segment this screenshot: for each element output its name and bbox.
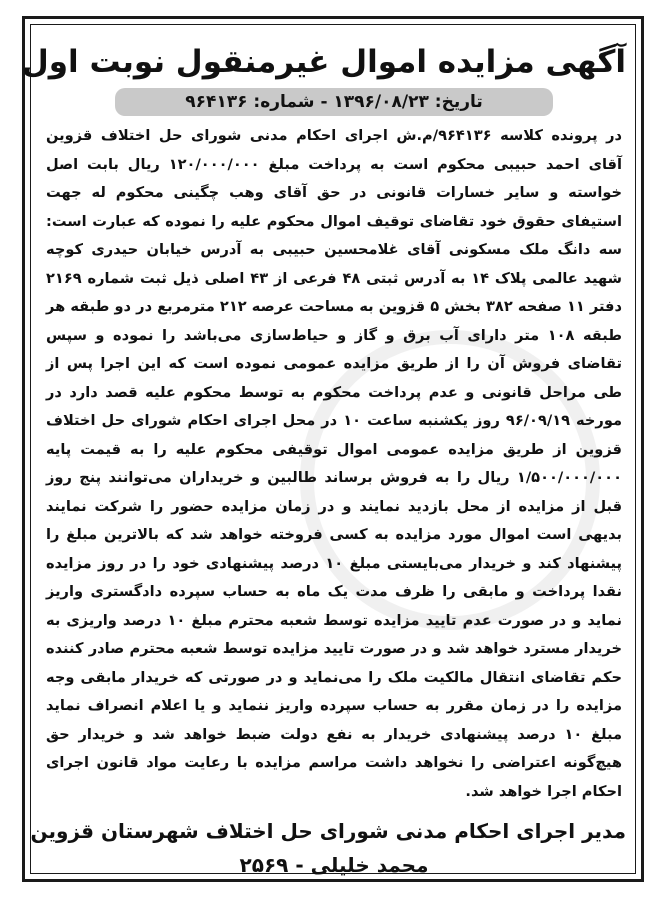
signature-block: [30, 814, 626, 882]
signature-name: محمد خلیلی - ۲۵۶۹: [239, 853, 429, 877]
notice-title: آگهی مزایده اموال غیرمنقول نوبت اول: [21, 44, 626, 80]
signature-title: مدیر اجرای احکام مدنی شورای حل اختلاف شهرستان قزوین: [30, 819, 626, 843]
notice-body: در پرونده کلاسه ۹۶۴۱۳۶/م.ش اجرای احکام مدنی شورای حل اختلاف قزوین آقای احمد حبیبی محکوم است به پرداخت مبلغ ۱۲۰/۰۰۰/۰۰۰ ریال بابت اصل خواسته و سایر خسارات قانونی در حق آقای وهب چگینی محکوم له جهت استیفای حقوق خود تقاضای توقیف اموال محکوم علیه را نموده که عبارت است: سه دانگ ملک مسکونی آقای غلامحسین حبیبی به آدرس خیابان حیدری کوچه شهید عالمی پلاک ۱۴ به آدرس ثبتی ۴۸ فرعی از ۴۳ اصلی ذیل ثبت شماره ۲۱۶۹ دفتر ۱۱ صفحه ۳۸۲ بخش ۵ قزوین به مساحت عرصه ۲۱۲ مترمربع در دو طبقه هر طبقه ۱۰۸ متر دارای آب برق و گاز و حیاط‌سازی می‌باشد را نموده و سپس تقاضای فروش آن را از طریق مزایده عمومی نموده است که این اجرا پس از طی مراحل قانونی و عدم پرداخت محکوم به توسط محکوم علیه قصد دارد در مورخه ۹۶/۰۹/۱۹ روز یکشنبه ساعت ۱۰ در محل اجرای احکام شورای حل اختلاف قزوین از طریق مزایده عمومی اموال توقیفی محکوم علیه را به قیمت پایه ۱/۵۰۰/۰۰۰/۰۰۰ ریال را به فروش برساند طالبین و خریداران می‌توانند پنج روز قبل از مزایده از محل بازدید نمایند و در زمان مزایده حضور را شرکت نمایند بدیهی است اموال مورد مزایده به کسی فروخته خواهد شد که بالاترین مبلغ را پیشنهاد کند و خریدار می‌بایستی مبلغ ۱۰ درصد پیشنهادی خود را در روز مزایده نقدا پرداخت و مابقی را ظرف مدت یک ماه به حساب سپرده دادگستری واریز نماید و در صورت عدم تایید مزایده توسط شعبه محترم مبلغ ۱۰ درصد واریزی به خریدار مسترد خواهد شد و در صورت تایید مزایده توسط شعبه محترم صادر کننده حکم تقاضای انتقال مالکیت ملک را می‌نماید و در صورتی که خریدار مابقی وجه مزایده را در زمان مقرر به حساب سپرده واریز ننماید و یا اعلام انصراف نماید مبلغ ۱۰ درصد پیشنهادی خریدار به نفع دولت ضبط خواهد شد و خریدار حق هیچ‌گونه اعتراضی را نخواهد داشت مراسم مزایده با رعایت مواد قانون اجرای احکام اجرا خواهد شد.: [46, 127, 623, 800]
date-number-bar: تاریخ: ۱۳۹۶/۰۸/۲۳ - شماره: ۹۶۴۱۳۶: [115, 88, 553, 116]
notice-content: [21, 28, 626, 882]
